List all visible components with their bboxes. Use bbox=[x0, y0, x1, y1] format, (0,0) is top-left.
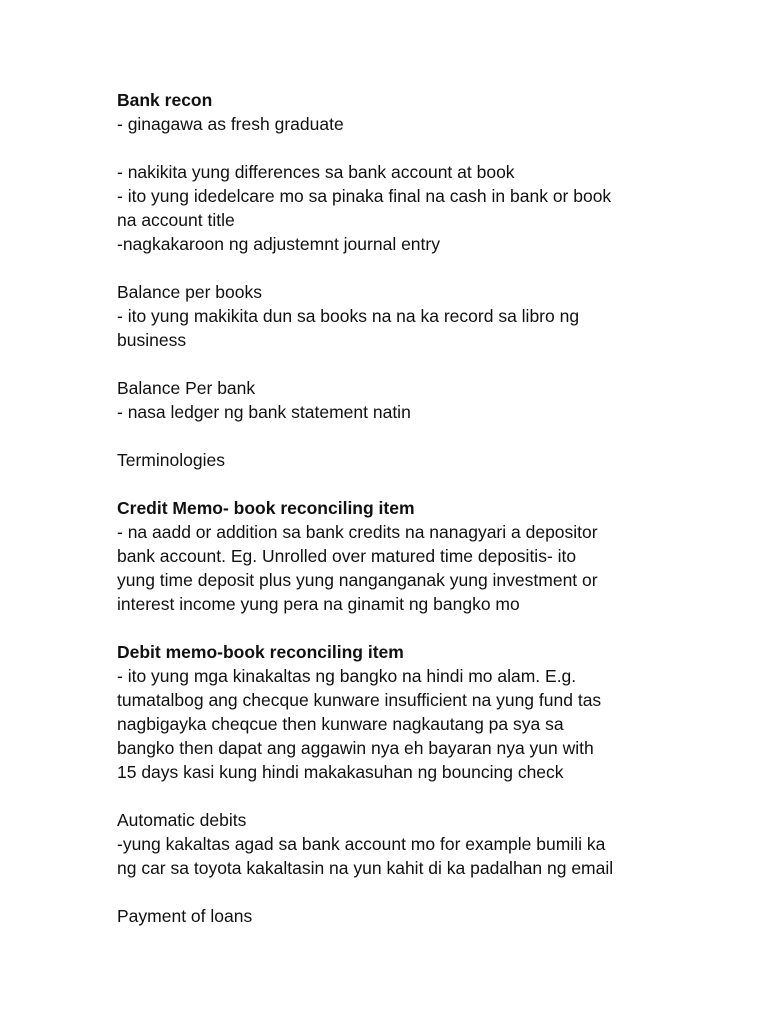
blank-line bbox=[117, 136, 677, 160]
blank-line bbox=[117, 616, 677, 640]
text-line: - ginagawa as fresh graduate bbox=[117, 114, 344, 134]
blank-line bbox=[117, 880, 677, 904]
text-line: business bbox=[117, 330, 187, 350]
section-terminologies bbox=[117, 448, 677, 472]
text-line: ng car sa toyota kakaltasin na yun kahit di ka padalhan ng email bbox=[117, 858, 614, 878]
heading-bank-recon: Bank recon bbox=[117, 90, 213, 110]
section-balance-per-books bbox=[117, 280, 677, 352]
document-page bbox=[117, 88, 677, 928]
blank-line bbox=[117, 424, 677, 448]
text-line: nagbigayka cheqcue then kunware nagkautang pa sya sa bbox=[117, 714, 564, 734]
blank-line bbox=[117, 784, 677, 808]
section-payment-of-loans bbox=[117, 904, 677, 928]
text-line: bank account. Eg. Unrolled over matured time depositis- ito bbox=[117, 546, 577, 566]
text-line: - ito yung makikita dun sa books na na ka record sa libro ng bbox=[117, 306, 580, 326]
text-line: - ito yung mga kinakaltas ng bangko na hindi mo alam. E.g. bbox=[117, 666, 577, 686]
section-automatic-debits bbox=[117, 808, 677, 880]
text-line: tumatalbog ang checque kunware insufficient na yung fund tas bbox=[117, 690, 602, 710]
text-line: - nakikita yung differences sa bank account at book bbox=[117, 162, 515, 182]
heading-automatic-debits: Automatic debits bbox=[117, 810, 247, 830]
section-bank-recon bbox=[117, 88, 677, 256]
heading-balance-per-bank: Balance Per bank bbox=[117, 378, 256, 398]
heading-balance-per-books: Balance per books bbox=[117, 282, 262, 302]
blank-line bbox=[117, 256, 677, 280]
blank-line bbox=[117, 352, 677, 376]
text-line: yung time deposit plus yung nanganganak yung investment or bbox=[117, 570, 598, 590]
text-line: -yung kakaltas agad sa bank account mo for example bumili ka bbox=[117, 834, 606, 854]
heading-debit-memo: Debit memo-book reconciling item bbox=[117, 642, 404, 662]
text-line: - na aadd or addition sa bank credits na nanagyari a depositor bbox=[117, 522, 598, 542]
heading-payment-of-loans: Payment of loans bbox=[117, 906, 253, 926]
section-credit-memo bbox=[117, 496, 677, 616]
text-line: na account title bbox=[117, 210, 235, 230]
text-line: - ito yung idedelcare mo sa pinaka final na cash in bank or book bbox=[117, 186, 612, 206]
text-line: interest income yung pera na ginamit ng bangko mo bbox=[117, 594, 520, 614]
text-line: - nasa ledger ng bank statement natin bbox=[117, 402, 411, 422]
text-line: bangko then dapat ang aggawin nya eh bayaran nya yun with bbox=[117, 738, 594, 758]
heading-credit-memo: Credit Memo- book reconciling item bbox=[117, 498, 415, 518]
text-line: -nagkakaroon ng adjustemnt journal entry bbox=[117, 234, 440, 254]
section-debit-memo bbox=[117, 640, 677, 784]
text-line: 15 days kasi kung hindi makakasuhan ng bouncing check bbox=[117, 762, 564, 782]
section-balance-per-bank bbox=[117, 376, 677, 424]
heading-terminologies: Terminologies bbox=[117, 450, 225, 470]
blank-line bbox=[117, 472, 677, 496]
